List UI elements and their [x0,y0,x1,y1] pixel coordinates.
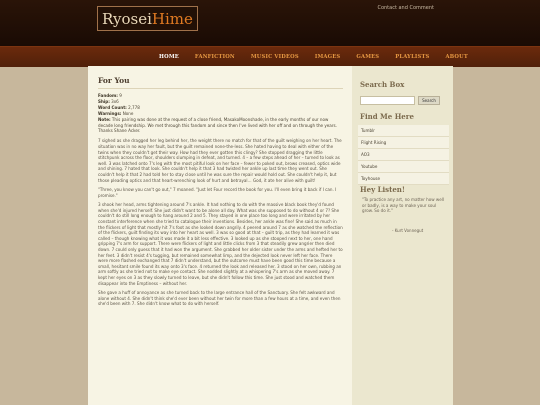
link-youtube[interactable]: Youtube [358,161,449,173]
story-paragraph: 3 shook her head, arms tightening around 7's ankle. It had nothing to do with the massive black book they'd found when she'd injured herself. She just didn't want to be alone all day. What was she supposed to do without 4 or 7? She couldn't do still long enough to hang around 2 and 5. They stayed in one place too long and were irritated by her constant interference when she tried to catalogue their inventions. Besides, her ankle was fine! She said as much in the flickers of light that mostly hit 7's foot as she looked down angrily. 4 peered around 7 as she watched the reflection of the flickers, guilt finding its way into her heart as well. 3 was so good at that – guilt trip, as they had learned it was called – though knowing what it was made it a bit less effective. 3 looked up as she stooped next to her, one hand gripping 7's arm for support. There were flickers of light and little clicks from 3 that steadily grew angrier then died down. 7 could only guess that it had won the argument. She grabbed her older sister under the arms and hefted her to her feet. 3 didn't resist 4's tugging, but remained somewhat limp, and the dejected look never left her face. There were more flashed exchanged that 7 didn't understand, but the outcome must have been good this time because a small, hesitant smile found its way onto 3's face. 4 returned the look and released her. 3 stood on her own, rubbing an arm softly as she tried not to make eye contact. She nodded slightly at a whispering 7's arm as she moved away. 7 kept her eyes on 3 as they slowly turned to leave, but she didn't follow this time. She just stood and watched them disappear into the Emptiness – without her. [98,202,343,286]
nav-games[interactable]: GAMES [356,54,380,60]
story-paragraph: She gave a huff of annoyance as she turned back to the large entrance hall of the Sanctuary. She felt awkward and alone without 4. She didn't think she'd ever been without her twin for more than a few hours at a time, and even then she'd been with 7. She didn't know what to do with herself. [98,290,341,307]
nav-fanfiction[interactable]: FANFICTION [194,54,235,60]
wordcount-value: 2,778 [128,104,140,110]
quote-text: "To practice any art, no matter how well or badly, is a way to make your soul grow. So do it." [362,197,445,214]
link-ao3[interactable]: AO3 [358,149,449,161]
page-container [88,66,453,405]
fandom-value: 9 [119,93,122,98]
social-links [358,125,449,185]
search-form [360,96,450,107]
nav-about[interactable]: ABOUT [445,54,468,60]
story-paragraph: 7 sighed as she dragged her leg behind her, the weight there no match for that of the guilt weighing on her heart. The situation was in no way her fault, but the guilt remained none-the-less. She hated having to deal with either of the twins when they couldn't get their way. How had they ever gotten this clingy? She stopped dragging the little stitchpunk across the floor, shoulders slumping in defeat, and turned. 4 – a few steps ahead of her – turned to look as well. 3 was latched onto 7's leg with the most pitiful look on her face – fewer to poked out, brows creased, optics wide and shining. 7 hated that look. She couldn't help it that 3 had twisted her ankle up last time they went out. She couldn't help it that 2 had told her to stay close until he was sure the repair would hold out. She couldn't help it, but those pleading optics and that heart-wrenching look of hurt and betrayal… God, it ate her alive with guilt! [98,138,342,183]
search-button[interactable]: Search [418,96,440,105]
post-title[interactable]: For You [98,76,343,89]
find-me-heading: Find Me Here [360,112,414,121]
search-input[interactable] [360,96,415,105]
nav-home[interactable]: HOME [159,54,179,60]
warnings-value: None [122,110,134,116]
link-flight-rising[interactable]: Flight Rising [358,137,449,149]
wordcount-label: Word Count: [98,104,127,110]
logo-text-hime: Hime [151,10,193,28]
logo-text-ryosei: Ryosei [102,10,152,28]
link-tumblr[interactable]: Tumblr [358,125,449,137]
hey-listen-heading: Hey Listen! [360,185,405,194]
contact-link[interactable]: Contact and Comment [377,5,434,11]
nav-music-videos[interactable]: MUSIC VIDEOS [250,54,299,60]
warnings-label: Warnings: [98,110,122,116]
site-header [0,0,540,46]
main-content [98,76,343,311]
main-nav [0,46,540,67]
site-logo[interactable] [97,6,198,31]
notes-label: Note: [98,116,111,122]
link-toyhouse[interactable]: Toyhouse [358,173,449,185]
search-heading: Search Box [360,80,405,89]
fandom-label: Fandom: [98,93,118,98]
post-meta [98,93,343,134]
quote-author: - Kurt Vonnegut [392,228,424,233]
nav-playlists[interactable]: PLAYLISTS [395,54,430,60]
sidebar [352,66,453,405]
ship-label: Ship: [98,98,110,104]
notes-value: This pairing was done at the request of a close friend, MasakoMoonshade, in the early months of our now decade long friendship. We met through this fandom and since then I've lived with her off and on through the years. Thanks Shane Acker. [98,116,337,134]
ship-value: 3x6 [111,98,119,104]
nav-images[interactable]: IMAGES [314,54,341,60]
story-paragraph: "Three, you know you can't go out," 7 moaned. "Just let Four record the book for you. I'll even bring it back if I can. I promise." [98,187,337,198]
notes-line [98,117,343,135]
